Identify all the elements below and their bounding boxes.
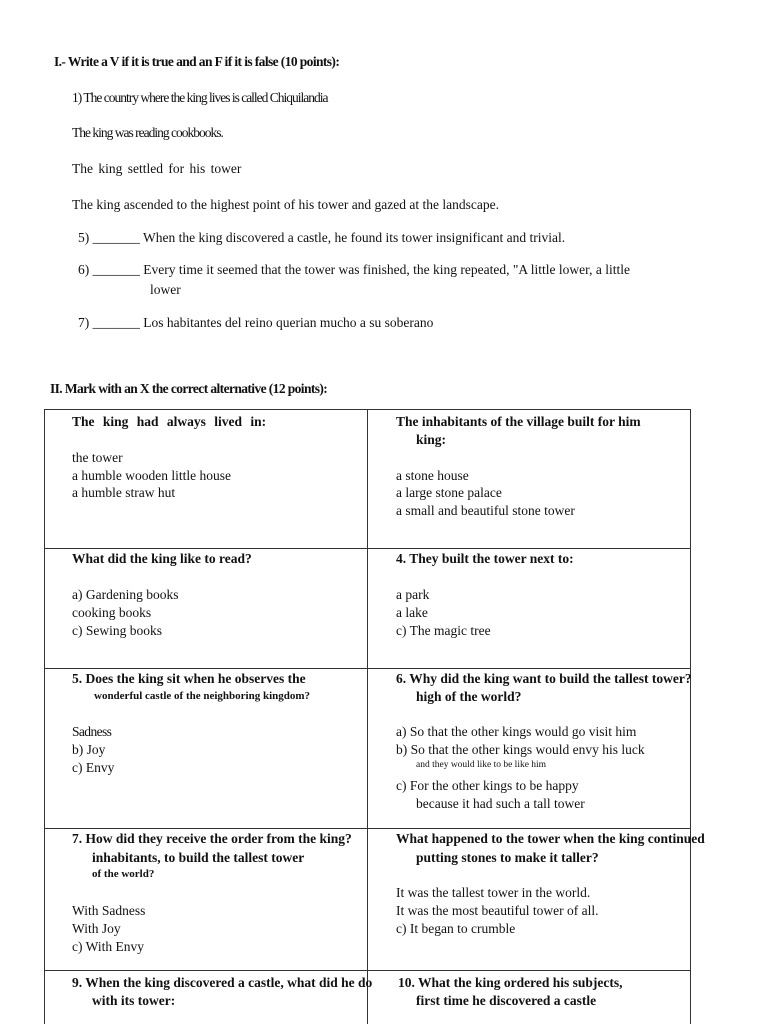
statement-4: The king ascended to the highest point of his tower and gazed at the landscape. [72,197,499,212]
q7-option-b: With Joy [72,921,121,936]
q2-option-c: a small and beautiful stone tower [396,503,575,518]
table-border-left [44,409,45,1024]
question-8: What happened to the tower when the king continued [396,831,705,846]
q6-option-a: a) So that the other kings would go visit him [396,724,637,739]
question-10-continued: first time he discovered a castle [416,993,597,1008]
q5-option-a: Sadness [72,724,112,739]
table-border-right [690,409,691,1024]
statement-6-continued: lower [150,282,181,297]
q3-option-a: a) Gardening books [72,587,179,602]
statement-6: 6) _______ Every time it seemed that the tower was finished, the king repeated, "A little lower, a little [78,262,630,277]
question-3: What did the king like to read? [72,551,252,566]
question-6-continued: high of the world? [416,689,522,704]
q4-option-a: a park [396,587,430,602]
question-2-continued: king: [416,432,447,447]
question-7-continued-2: of the world? [92,868,155,880]
q6-option-b: b) So that the other kings would envy his luck [396,742,645,757]
section1-heading: I.- Write a V if it is true and an F if it is false (10 points): [54,54,340,69]
q7-option-a: With Sadness [72,903,146,918]
question-9-continued: with its tower: [92,993,176,1008]
table-column-divider [367,409,368,1024]
question-7-continued: inhabitants, to build the tallest tower [92,850,305,865]
q4-option-b: a lake [396,605,428,620]
question-1: The king had always lived in: [72,414,267,429]
q6-option-c: c) For the other kings to be happy [396,778,579,793]
q8-option-c: c) It began to crumble [396,921,516,936]
q3-option-c: c) Sewing books [72,623,162,638]
section2-heading: II. Mark with an X the correct alternative (12 points): [50,381,328,396]
q5-option-b: b) Joy [72,742,106,757]
q1-option-c: a humble straw hut [72,485,176,500]
q8-option-a: It was the tallest tower in the world. [396,885,591,900]
question-8-continued: putting stones to make it taller? [416,850,599,865]
q2-option-a: a stone house [396,468,469,483]
question-5: 5. Does the king sit when he observes the [72,671,306,686]
q8-option-b: It was the most beautiful tower of all. [396,903,599,918]
statement-7: 7) _______ Los habitantes del reino querian mucho a su soberano [78,315,434,330]
q1-option-b: a humble wooden little house [72,468,231,483]
q3-option-b: cooking books [72,605,152,620]
q4-option-c: c) The magic tree [396,623,491,638]
q7-option-c: c) With Envy [72,939,144,954]
statement-5: 5) _______ When the king discovered a castle, he found its tower insignificant and trivial. [78,230,566,245]
question-2: The inhabitants of the village built for him [396,414,641,429]
question-4: 4. They built the tower next to: [396,551,574,566]
statement-3: The king settled for his tower [72,161,242,176]
statement-2: The king was reading cookbooks. [72,125,223,140]
q5-option-c: c) Envy [72,760,115,775]
question-6: 6. Why did the king want to build the tallest tower? [396,671,692,686]
question-7: 7. How did they receive the order from the king? [72,831,352,846]
q6-option-b-note: and they would like to be like him [416,760,547,770]
q2-option-b: a large stone palace [396,485,502,500]
question-5-continued: wonderful castle of the neighboring kingdom? [94,690,311,702]
question-9: 9. When the king discovered a castle, what did he do [72,975,373,990]
q1-option-a: the tower [72,450,123,465]
q6-option-c-continued: because it had such a tall tower [416,796,585,811]
question-10: 10. What the king ordered his subjects, [398,975,623,990]
statement-1: 1) The country where the king lives is called Chiquilandia [72,90,328,105]
